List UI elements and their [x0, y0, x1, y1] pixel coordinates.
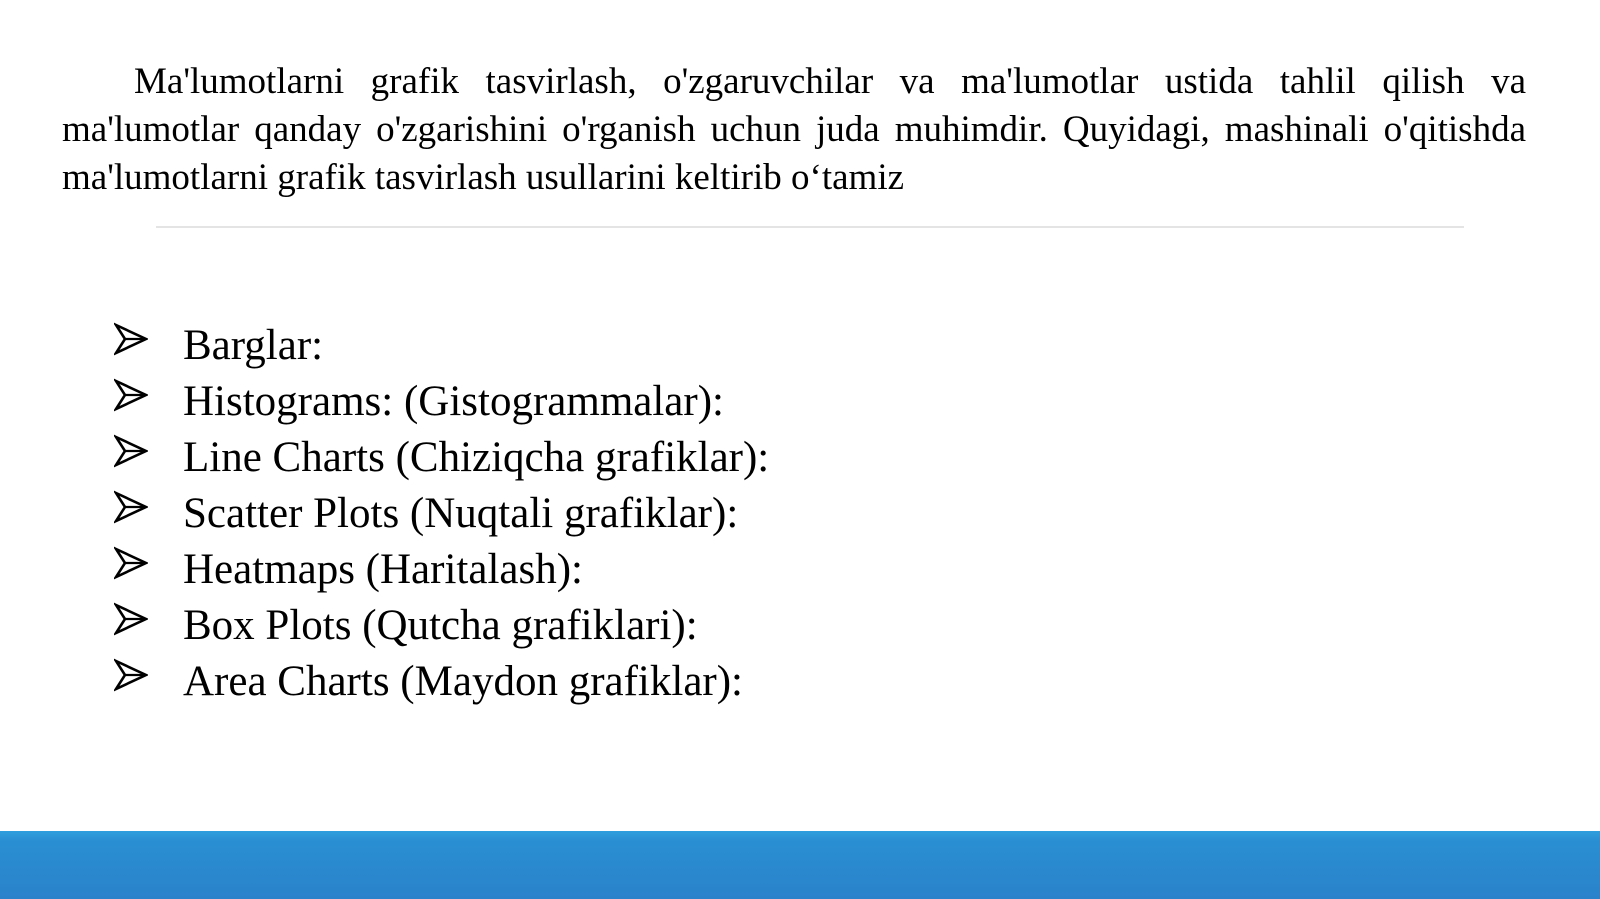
bullet-label: Histograms: (Gistogrammalar): [183, 378, 724, 425]
bullet-list [114, 318, 770, 710]
arrow-bullet-icon [114, 434, 148, 468]
list-item [114, 598, 698, 654]
arrow-bullet-icon [114, 490, 148, 524]
list-item [114, 374, 724, 430]
list-item [114, 486, 739, 542]
divider-line [156, 226, 1464, 228]
list-item [114, 318, 324, 374]
arrow-bullet-icon [114, 658, 148, 692]
bullet-label: Heatmaps (Haritalash): [183, 546, 583, 593]
list-item [114, 542, 583, 598]
intro-paragraph: Ma'lumotlarni grafik tasvirlash, o'zgaruvchilar va ma'lumotlar ustida tahlil qilish va ma'lumotlar qanday o'zgarishini o'rganish uchun juda muhimdir. Quyidagi, mashinali o'qitishda ma'lumotlarni grafik tasvirlash usullarini keltirib o‘tamiz [62, 61, 1526, 198]
arrow-bullet-icon [114, 378, 148, 412]
arrow-bullet-icon [114, 322, 148, 356]
bullet-label: Area Charts (Maydon grafiklar): [183, 658, 743, 705]
list-item [114, 430, 770, 486]
bullet-label: Box Plots (Qutcha grafiklari): [183, 602, 698, 649]
list-item [114, 654, 743, 710]
bullet-label: Barglar: [183, 322, 324, 369]
arrow-bullet-icon [114, 546, 148, 580]
arrow-bullet-icon [114, 602, 148, 636]
footer-bar [0, 831, 1600, 899]
bullet-label: Line Charts (Chiziqcha grafiklar): [183, 434, 770, 481]
bullet-label: Scatter Plots (Nuqtali grafiklar): [183, 490, 739, 537]
